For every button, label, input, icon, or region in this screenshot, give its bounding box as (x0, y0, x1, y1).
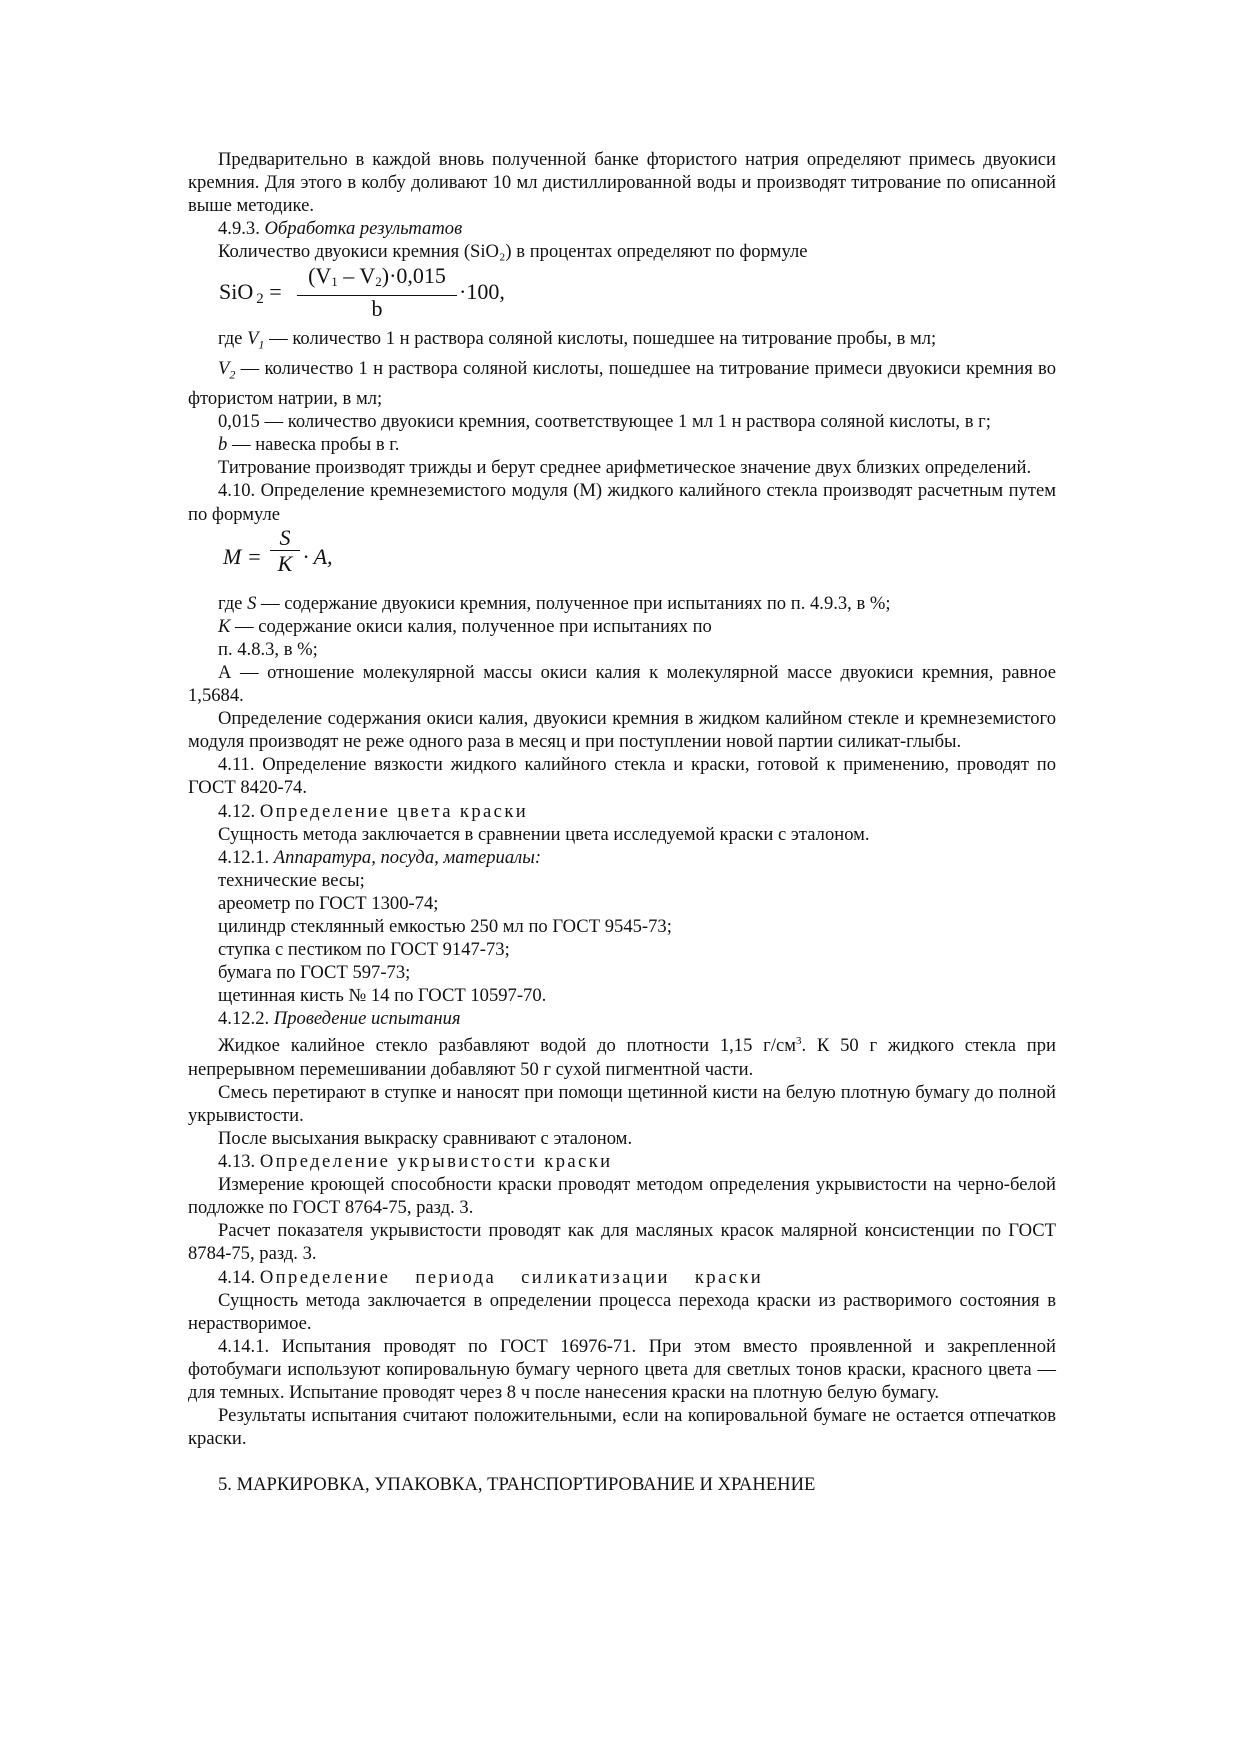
section-number: 4.12. (218, 800, 256, 822)
formula-denominator: b (371, 295, 383, 321)
definition-text: — содержание двуокиси кремния, полученное при испытаниях по п. 4.9.3, в %; (256, 592, 891, 614)
formula-denominator: K (277, 550, 293, 576)
formula-fraction (270, 526, 300, 575)
formula-numerator (297, 264, 457, 295)
definition-symbol: b (218, 434, 228, 456)
subsection-4-9-3-heading (188, 217, 1056, 240)
paragraph-4-11: 4.11. Определение вязкости жидкого калийного стекла и краски, готовой к применению, проводят по ГОСТ 8420-74. (188, 754, 1056, 799)
section-title: Определение периода силикатизации краски (259, 1266, 764, 1288)
section-5-heading: 5. МАРКИРОВКА, УПАКОВКА, ТРАНСПОРТИРОВАНИЕ И ХРАНЕНИЕ (218, 1474, 816, 1496)
definition-text: — содержание окиси калия, полученное при испытаниях по (230, 615, 712, 637)
list-item: щетинная кисть № 14 по ГОСТ 10597-70. (218, 985, 547, 1007)
definition-s (188, 592, 1056, 615)
paragraph-silica-formula-intro: Количество двуокиси кремния (SiO₂) в процентах определяют по формуле (218, 241, 808, 263)
formula-equals: = (269, 279, 282, 305)
paragraph-hiding-calculation: Расчет показателя укрывистости проводят как для масляных красок малярной консистенции по ГОСТ 8784-75, разд. 3. (188, 1220, 1056, 1265)
paragraph-results: Результаты испытания считают положительными, если на копировальной бумаге не остается отпечатков краски. (188, 1405, 1056, 1450)
definition-k (188, 615, 1056, 638)
list-item: бумага по ГОСТ 597-73; (218, 962, 411, 984)
section-number: 4.13. (218, 1151, 256, 1173)
subsection-number: 4.12.2. (218, 1008, 270, 1030)
formula-fraction (297, 264, 457, 319)
definition-symbol: S (247, 592, 257, 614)
subsection-number: 4.9.3. (218, 218, 260, 240)
paragraph-text: . К 50 г жидкого стекла при непрерывном перемешивании добавляют 50 г сухой пигментной части. (188, 1035, 1056, 1080)
definition-prefix: где (218, 592, 248, 614)
numerator-subscript: 2 (375, 274, 382, 290)
definition-text: — количество 1 н раствора соляной кислоты, пошедшее на титрование примеси двуокиси кремния во фтористом натрии, в мл; (188, 358, 1056, 410)
formula-silica (219, 264, 1056, 326)
list-item: ареометр по ГОСТ 1300-74; (218, 892, 439, 914)
spacer (188, 1450, 1056, 1473)
paragraph-hiding-measurement: Измерение кроющей способности краски проводят методом определения укрывистости на черно-белой подложке по ГОСТ 8764-75, разд. 3. (188, 1174, 1056, 1219)
section-4-12-heading (188, 800, 1056, 823)
formula-modulus (223, 526, 1056, 592)
numerator-part: (V (308, 263, 332, 289)
numerator-part: )·0,015 (381, 263, 446, 289)
definition-subscript: 1 (258, 338, 265, 353)
definition-b (188, 433, 1056, 456)
definition-a: А — отношение молекулярной массы окиси калия к молекулярной массе двуокиси кремния, равное 1,5684. (188, 661, 1056, 707)
list-item: ступка с пестиком по ГОСТ 9147-73; (218, 939, 510, 961)
section-title: Определение укрывистости краски (259, 1151, 613, 1173)
paragraph-determination-frequency: Определение содержания окиси калия, двуокиси кремния в жидком калийном стекле и кремнеземистого модуля производят не реже одного раза в месяц и при поступлении новой партии силикат-глыбы. (188, 708, 1056, 753)
paragraph-text: Жидкое калийное стекло разбавляют водой до плотности 1,15 г/см (218, 1035, 796, 1057)
definition-subscript: 2 (229, 368, 236, 382)
definition-k-continued: п. 4.8.3, в %; (218, 638, 318, 660)
formula-tail: ·100, (459, 279, 505, 305)
paragraph-drying: После высыхания выкраску сравнивают с эталоном. (218, 1128, 633, 1149)
formula-tail: · A, (303, 543, 333, 569)
definition-0015: 0,015 — количество двуокиси кремния, соответствующее 1 мл 1 н раствора соляной кислоты, в г; (218, 411, 991, 433)
formula-numerator: S (270, 526, 300, 551)
section-4-14-heading (188, 1266, 1056, 1289)
subsection-number: 4.12.1. (218, 846, 270, 868)
superscript: 3 (795, 1035, 802, 1048)
subsection-4-12-2-heading (188, 1007, 1056, 1030)
list-item: технические весы; (218, 869, 365, 891)
section-title: Определение цвета краски (259, 800, 529, 822)
definition-v2 (188, 357, 1056, 410)
paragraph-sodium-fluoride: Предварительно в каждой вновь полученной банке фтористого натрия определяют примесь двуокиси кремния. Для этого в колбу доливают 10 мл дистиллированной воды и производят титрование по описанной выше методике. (188, 149, 1056, 217)
section-4-13-heading (188, 1150, 1056, 1173)
definition-prefix: где (218, 328, 248, 350)
paragraph-method-essence: Сущность метода заключается в сравнении цвета исследуемой краски с эталоном. (218, 823, 870, 845)
paragraph-4-14-1: 4.14.1. Испытания проводят по ГОСТ 16976-71. При этом вместо проявленной и закрепленной фотобумаги используют копировальную бумагу черного цвета для светлых тонов краски, красного цвета — для темных. Испытание проводят через 8 ч после нанесения краски на плотную белую бумагу. (188, 1335, 1056, 1404)
paragraph-silicatization-essence: Сущность метода заключается в определении процесса перехода краски из растворимого состояния в нерастворимое. (188, 1289, 1056, 1334)
formula-lhs (219, 280, 282, 311)
definition-symbol: V (247, 328, 259, 350)
definition-symbol: K (218, 615, 231, 637)
numerator-part: – V (337, 263, 376, 289)
list-item: цилиндр стеклянный емкостью 250 мл по ГОСТ 9545-73; (218, 915, 672, 937)
paragraph-titration: Титрование производят трижды и берут среднее арифметическое значение двух близких определений. (218, 457, 1032, 479)
definition-symbol: V (218, 358, 230, 380)
document-page (188, 148, 1056, 1496)
subsection-4-12-1-heading (188, 846, 1056, 869)
subsection-title: Аппаратура, посуда, материалы: (273, 846, 542, 868)
formula-lhs-subscript: 2 (256, 291, 264, 308)
paragraph-glass-dilution (188, 1030, 1056, 1080)
section-number: 4.14. (218, 1266, 256, 1288)
definition-text: — навеска пробы в г. (227, 434, 400, 456)
formula-lhs-symbol: SiO (219, 279, 254, 305)
paragraph-4-10: 4.10. Определение кремнеземистого модуля (М) жидкого калийного стекла производят расчетным путем по формуле (188, 480, 1056, 525)
subsection-title: Проведение испытания (273, 1008, 461, 1030)
definition-text: — количество 1 н раствора соляной кислоты, пошедшее на титрование пробы, в мл; (264, 328, 937, 350)
subsection-title: Обработка результатов (264, 218, 463, 240)
formula-lhs: M = (223, 543, 262, 569)
paragraph-mixture: Смесь перетирают в ступке и наносят при помощи щетинной кисти на белую плотную бумагу до полной укрывистости. (188, 1081, 1056, 1126)
definition-v1 (188, 327, 1056, 357)
numerator-subscript: 1 (331, 274, 338, 290)
